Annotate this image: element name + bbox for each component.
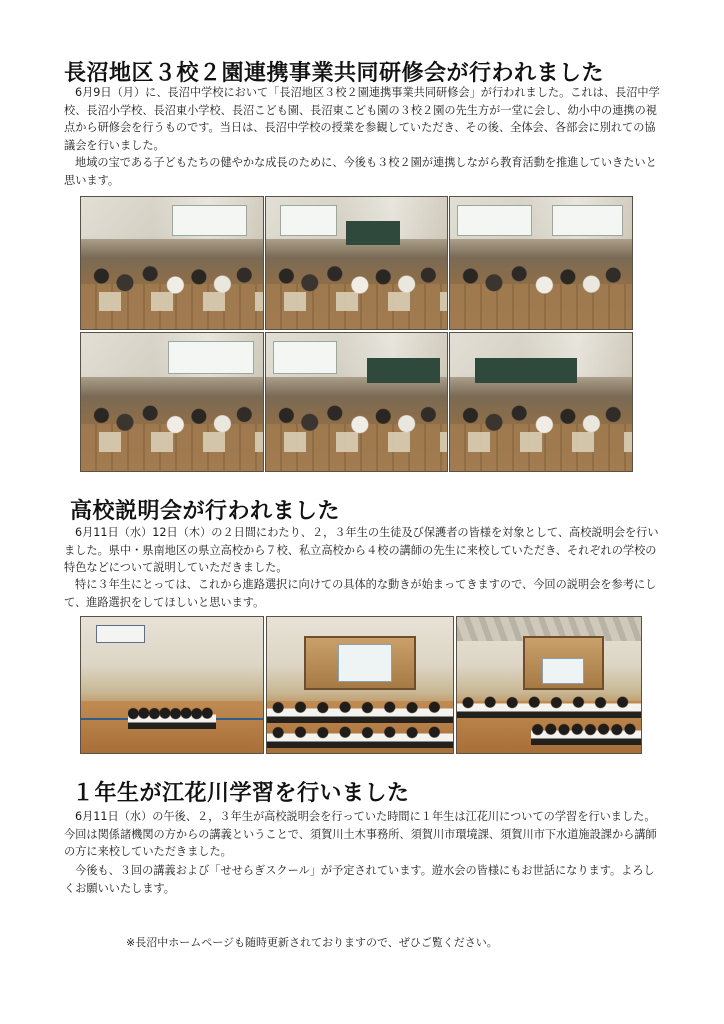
section-2-paragraph-2: 特に３年生にとっては、これから進路選択に向けての具体的な動きが始まってきますので、今回の説明会を参考にして、進路選択をしてほしいと思います。 bbox=[64, 578, 657, 609]
photo-classroom-2 bbox=[265, 196, 448, 330]
section-title-joint-training: 長沼地区３校２園連携事業共同研修会が行われました bbox=[64, 61, 605, 86]
photo-classroom-5 bbox=[265, 332, 448, 472]
section-3-paragraph-1: 6月11日（水）の午後、２，３年生が高校説明会を行っていた時間に１年生は江花川についての学習を行いました。今回は関係諸機関の方からの講義ということで、須賀川土木事務所、須賀川市環境課、須賀川市下水道施設課から講師の方に来校していただきました。 bbox=[64, 810, 657, 858]
photo-gym-3 bbox=[456, 616, 642, 754]
photo-classroom-4 bbox=[80, 332, 264, 472]
photo-gym-1 bbox=[80, 616, 264, 754]
section-title-high-school-briefing: 高校説明会が行われました bbox=[70, 499, 341, 524]
footer-note: ※長沼中ホームページも随時更新されておりますので、ぜひご覧ください。 bbox=[126, 936, 498, 949]
section-2-paragraph-1: 6月11日（水）12日（木）の２日間にわたり、２，３年生の生徒及び保護者の皆様を対象として、高校説明会を行いました。県中・県南地区の県立高校から７校、私立高校から４校の講師の先生に来校していただき、それぞれの学校の特色などについて説明していただきました。 bbox=[64, 526, 659, 574]
photo-classroom-6 bbox=[449, 332, 633, 472]
section-title-ebanagawa-study: １年生が江花川学習を行いました bbox=[72, 781, 410, 806]
photo-gym-2 bbox=[266, 616, 454, 754]
section-3-paragraph-2: 今後も、３回の講義および「せせらぎスクール」が予定されています。遊水会の皆様にもお世話になります。よろしくお願いいたします。 bbox=[64, 864, 655, 895]
section-1-paragraph-1: 6月9日（月）に、長沼中学校において「長沼地区３校２園連携事業共同研修会」が行われました。これは、長沼中学校、長沼小学校、長沼東小学校、長沼こども園、長沼東こども園の３校２園の先生方が一堂に会し、幼小中の連携の視点から研修会を行うものです。当日は、長沼中学校の授業を参観していただき、その後、全体会、各部会に別れての協議会を行いました。 bbox=[64, 86, 660, 152]
photo-classroom-1 bbox=[80, 196, 264, 330]
photo-classroom-3 bbox=[449, 196, 633, 330]
section-1-paragraph-2: 地域の宝である子どもたちの健やかな成長のために、今後も３校２園が連携しながら教育活動を推進していきたいと思います。 bbox=[64, 156, 657, 187]
